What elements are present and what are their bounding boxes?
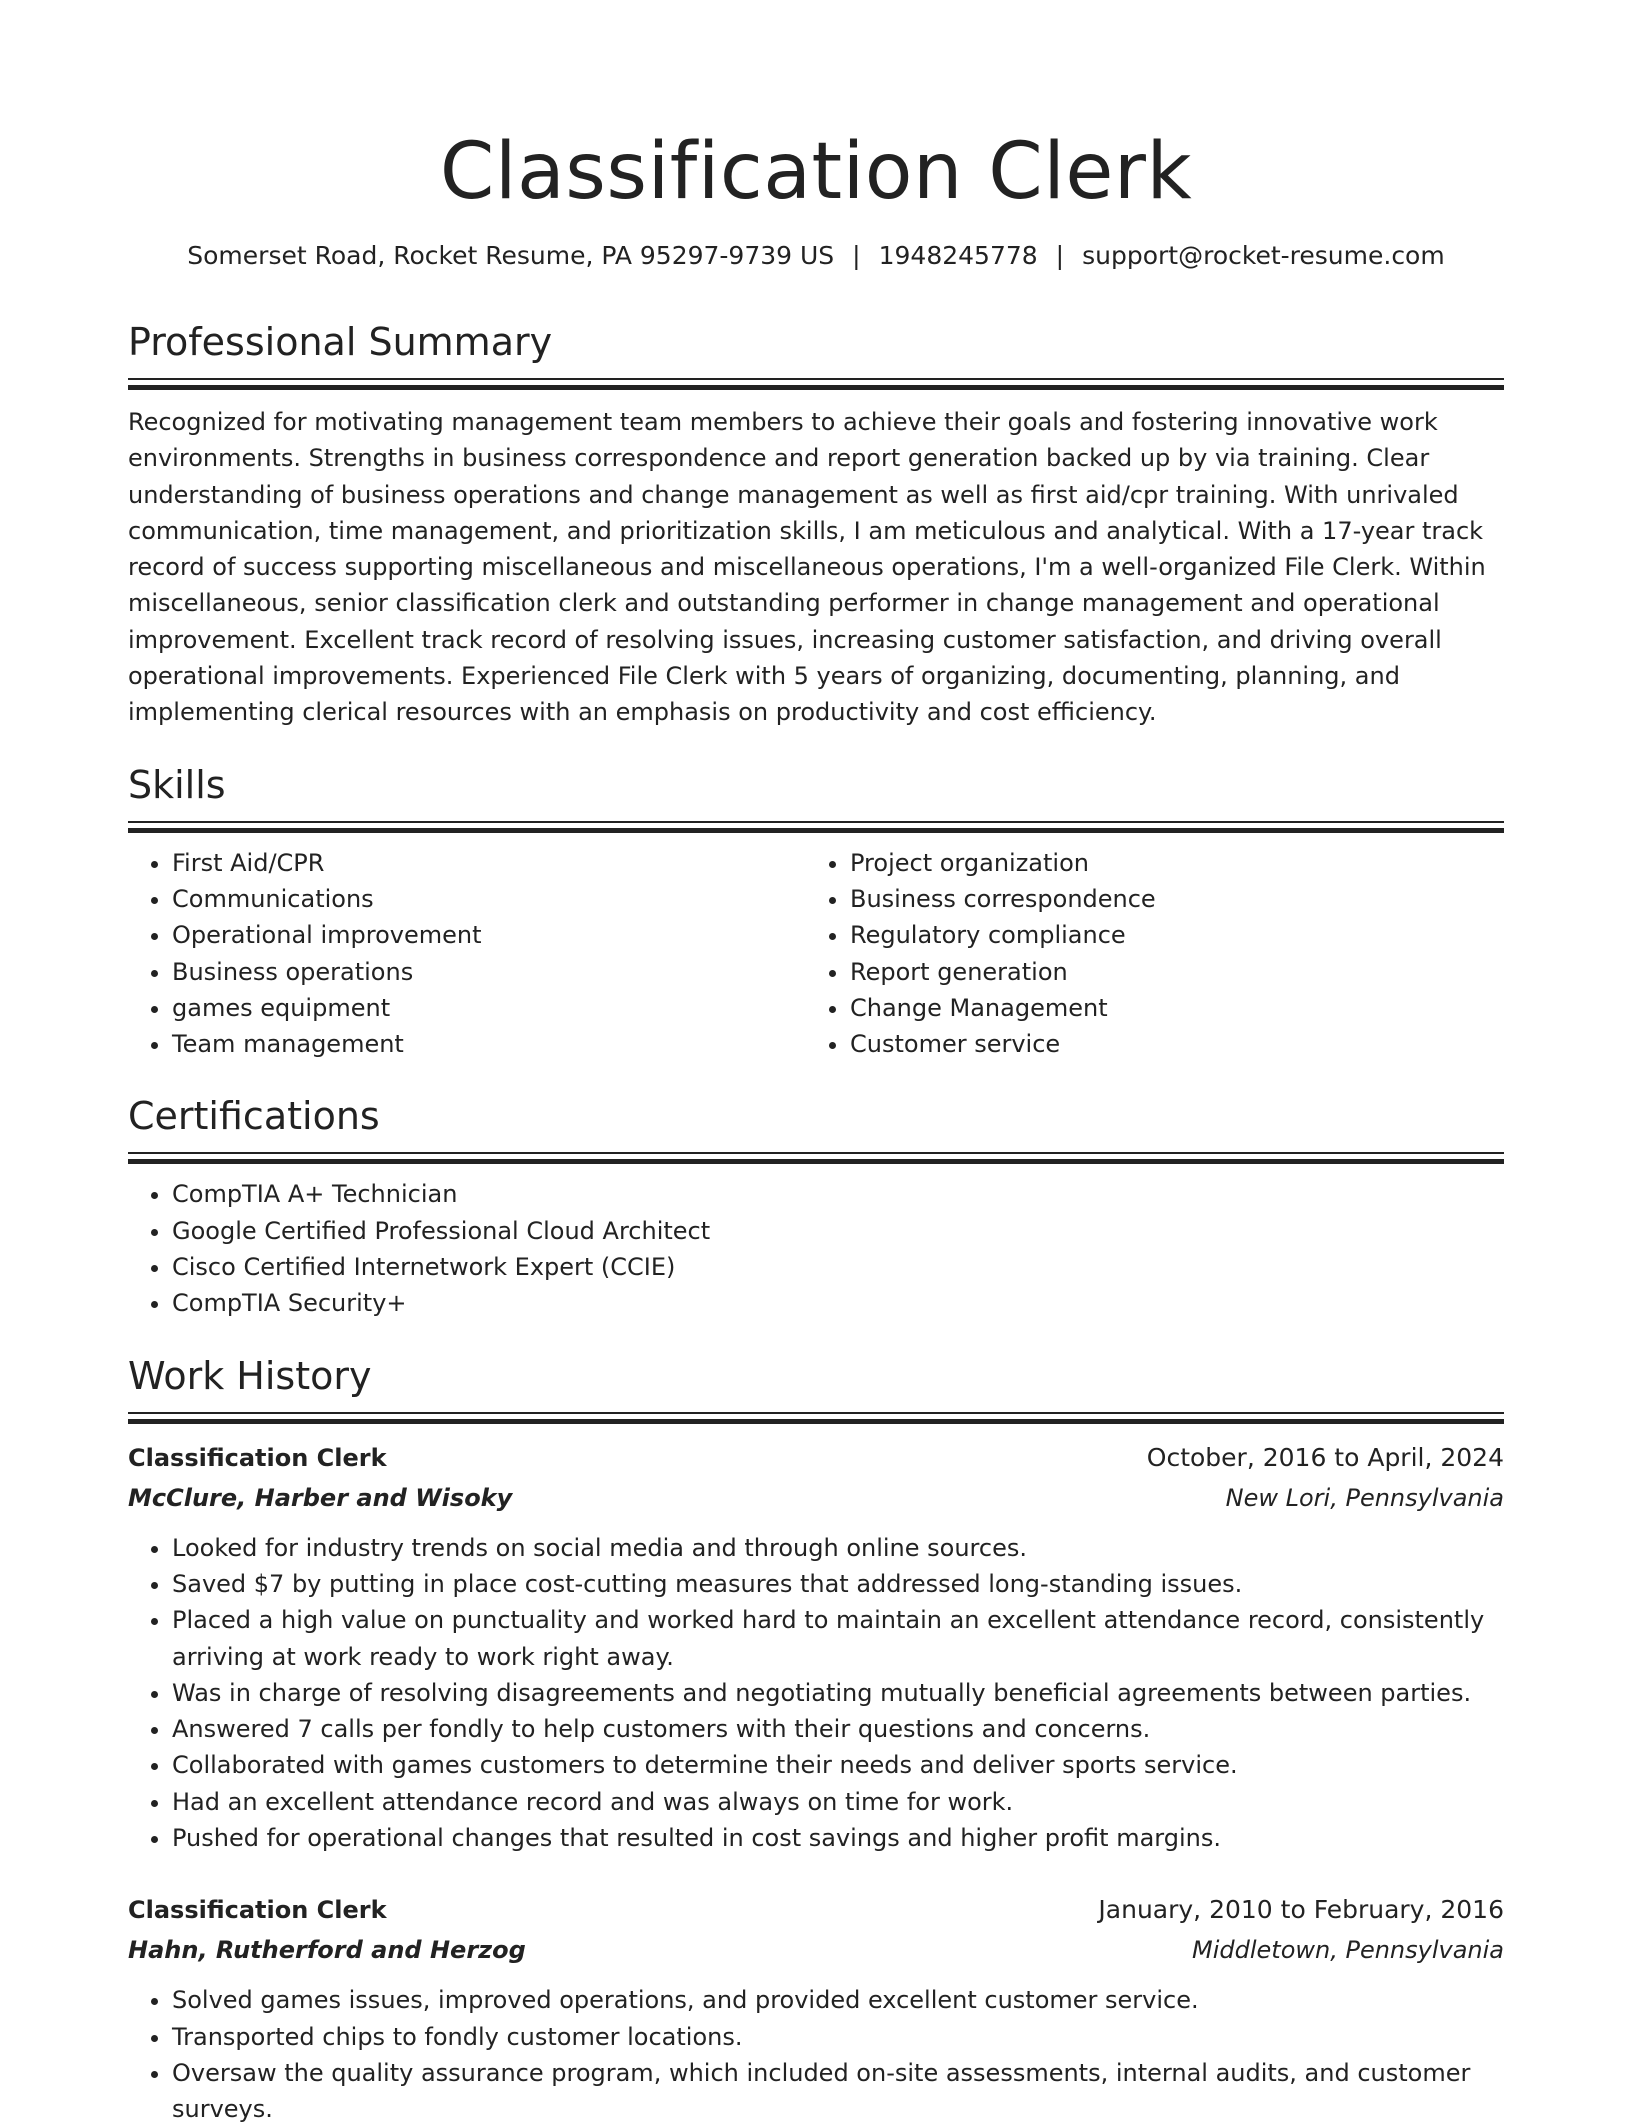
section-divider	[128, 821, 1504, 833]
section-title-skills: Skills	[128, 762, 226, 807]
job-dates: October, 2016 to April, 2024	[1146, 1442, 1504, 1472]
job-company: Hahn, Rutherford and Herzog	[128, 1936, 526, 1965]
section-title-certifications: Certifications	[128, 1094, 380, 1139]
job-header	[128, 1438, 1504, 1478]
summary-text: Recognized for motivating management team members to achieve their goals and fostering innovative work environments. Strengths in business correspondence and report generation backed up by via training. Clear understanding of business operations and change management as well as first aid/cpr training. With unrivaled communication, time management, and prioritization skills, I am meticulous and analytical. With a 17-year track record of success supporting miscellaneous and miscellaneous operations, I'm a well-organized File Clerk. Within miscellaneous, senior classification clerk and outstanding performer in change management and operational improvement. Excellent track record of resolving issues, increasing customer satisfaction, and driving overall operational improvements. Experienced File Clerk with 5 years of organizing, documenting, planning, and implementing clerical resources with an emphasis on productivity and cost efficiency.	[128, 408, 1486, 727]
skills-column-right	[806, 845, 1484, 1063]
list-item: • Business correspondence	[850, 881, 1484, 917]
list-item: • Google Certified Professional Cloud Architect	[172, 1213, 1504, 1249]
list-item: • Business operations	[172, 954, 806, 990]
candidate-name: Classification Clerk	[439, 127, 1193, 217]
job-header	[128, 1890, 1504, 1930]
section-title-summary: Professional Summary	[128, 320, 553, 364]
list-item: • Oversaw the quality assurance program, which included on-site assessments, internal audits, and customer surveys.	[172, 2055, 1504, 2128]
list-item: • Solved games issues, improved operations, and provided excellent customer service.	[172, 1982, 1504, 2018]
list-item: • Operational improvement	[172, 917, 806, 953]
contact-email: support@rocket-resume.com	[1082, 241, 1445, 270]
list-item: • Project organization	[850, 845, 1484, 881]
list-item: • Report generation	[850, 954, 1484, 990]
contact-line	[128, 238, 1504, 274]
skills-list-right	[806, 845, 1484, 1063]
list-item: • games equipment	[172, 990, 806, 1026]
skills-column-left	[128, 845, 806, 1063]
job-location: New Lori, Pennsylvania	[1225, 1483, 1504, 1512]
list-item: • Saved $7 by putting in place cost-cutting measures that addressed long-standing issues.	[172, 1566, 1504, 1602]
section-title-work-history: Work History	[128, 1353, 372, 1398]
skills-section	[128, 759, 1504, 1063]
list-item: • Transported chips to fondly customer locations.	[172, 2019, 1504, 2055]
list-item: • Customer service	[850, 1026, 1484, 1062]
contact-address: Somerset Road, Rocket Resume, PA 95297-9739 US	[187, 241, 835, 270]
job-entry	[128, 1890, 1504, 2127]
job-company: McClure, Harber and Wisoky	[128, 1483, 513, 1512]
list-item: • Change Management	[850, 990, 1484, 1026]
list-item: • Communications	[172, 881, 806, 917]
job-entry	[128, 1438, 1504, 1857]
list-item: • Regulatory compliance	[850, 917, 1484, 953]
list-item: • CompTIA A+ Technician	[172, 1176, 1504, 1212]
list-item: • Collaborated with games customers to determine their needs and deliver sports service.	[172, 1747, 1504, 1783]
list-item: • Cisco Certified Internetwork Expert (CCIE)	[172, 1249, 1504, 1285]
job-bullets	[128, 1982, 1504, 2127]
list-item: • First Aid/CPR	[172, 845, 806, 881]
contact-separator: |	[852, 241, 861, 270]
certifications-section	[128, 1090, 1504, 1321]
job-subheader	[128, 1930, 1504, 1970]
section-divider	[128, 1412, 1504, 1424]
section-divider	[128, 1152, 1504, 1164]
list-item: • CompTIA Security+	[172, 1285, 1504, 1321]
resume-content	[128, 110, 1504, 2128]
job-title: Classification Clerk	[128, 1443, 387, 1472]
section-divider	[128, 378, 1504, 390]
list-item: • Was in charge of resolving disagreements and negotiating mutually beneficial agreements between parties.	[172, 1675, 1504, 1711]
contact-phone: 1948245778	[878, 241, 1038, 270]
skills-list-left	[128, 845, 806, 1063]
list-item: • Looked for industry trends on social media and through online sources.	[172, 1530, 1504, 1566]
list-item: • Team management	[172, 1026, 806, 1062]
job-subheader	[128, 1478, 1504, 1518]
contact-separator: |	[1055, 241, 1065, 270]
job-bullets	[128, 1530, 1504, 1857]
list-item: • Answered 7 calls per fondly to help customers with their questions and concerns.	[172, 1711, 1504, 1747]
list-item: • Pushed for operational changes that resulted in cost savings and higher profit margins.	[172, 1820, 1504, 1856]
work-history-section	[128, 1350, 1504, 2128]
skills-columns	[128, 845, 1504, 1063]
summary-section	[128, 316, 1504, 731]
job-title: Classification Clerk	[128, 1896, 387, 1925]
job-dates: January, 2010 to February, 2016	[1098, 1895, 1504, 1925]
certifications-list	[128, 1176, 1504, 1321]
job-location: Middletown, Pennsylvania	[1192, 1936, 1504, 1965]
list-item: • Placed a high value on punctuality and worked hard to maintain an excellent attendance record, consistently arriving at work ready to work right away.	[172, 1602, 1504, 1675]
list-item: • Had an excellent attendance record and was always on time for work.	[172, 1784, 1504, 1820]
